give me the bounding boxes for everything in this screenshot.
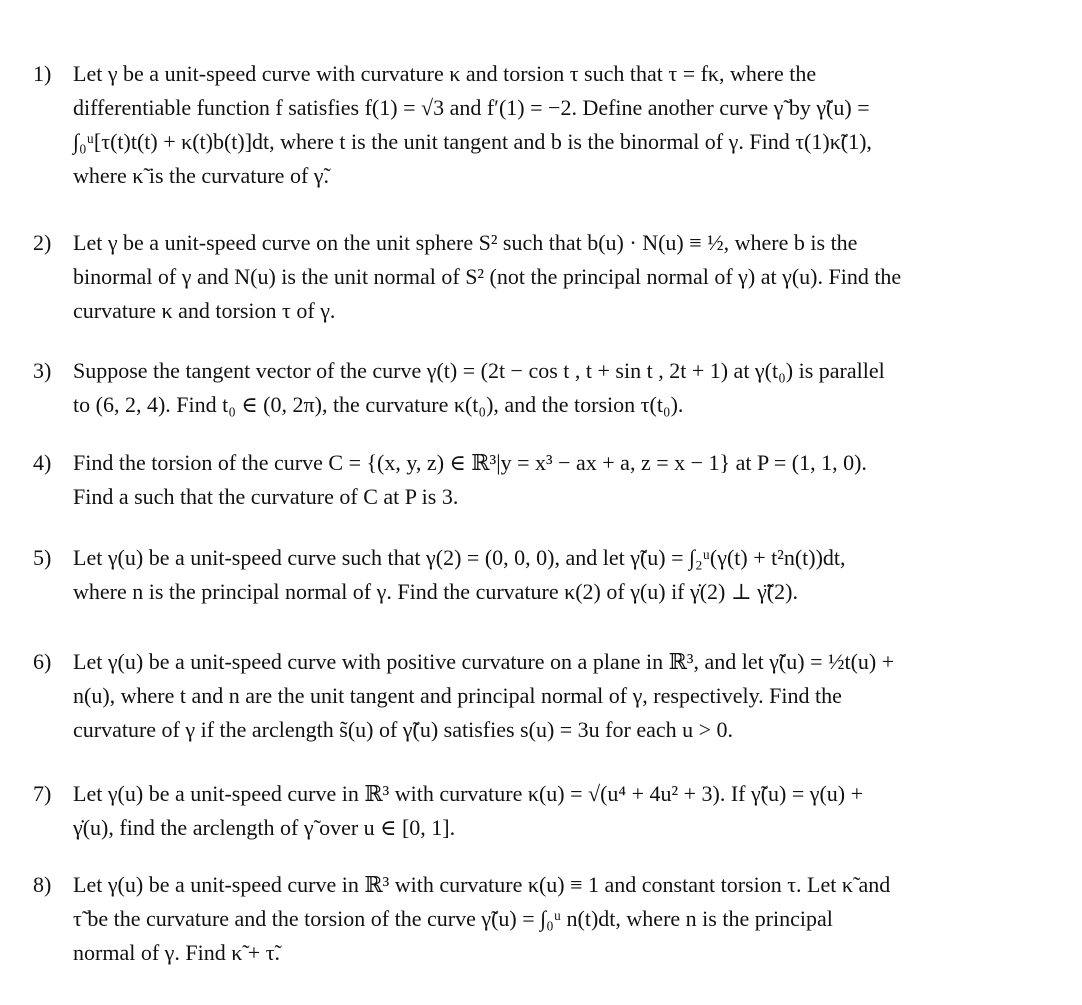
problem-line: where κ̃ is the curvature of γ̃. bbox=[73, 163, 329, 188]
problem-number: 4) bbox=[33, 450, 52, 475]
problem-text bbox=[73, 777, 1063, 845]
problem-text bbox=[73, 645, 1063, 747]
problem-1 bbox=[33, 57, 1063, 193]
problem-line: Let γ(u) be a unit-speed curve in ℝ³ with curvature κ(u) = √(u⁴ + 4u² + 3). If γ̃(u) = γ(u) + bbox=[73, 781, 864, 806]
problem-line: normal of γ. Find κ̃ + τ̃. bbox=[73, 940, 281, 965]
problem-line: ∫₀ᵘ[τ(t)t(t) + κ(t)b(t)]dt, where t is the unit tangent and b is the binormal of γ. Find τ(1)κ̃(1), bbox=[73, 129, 872, 154]
problem-line: to (6, 2, 4). Find t₀ ∈ (0, 2π), the curvature κ(t₀), and the torsion τ(t₀). bbox=[73, 392, 684, 417]
problem-line: differentiable function f satisfies f(1) = √3 and f′(1) = −2. Define another curve γ̃ by γ̃(u) = bbox=[73, 95, 870, 120]
problem-line: n(u), where t and n are the unit tangent and principal normal of γ, respectively. Find the bbox=[73, 683, 842, 708]
problem-8 bbox=[33, 868, 1063, 970]
problem-number: 6) bbox=[33, 649, 52, 674]
problem-line: Let γ(u) be a unit-speed curve in ℝ³ with curvature κ(u) ≡ 1 and constant torsion τ. Let κ̃ and bbox=[73, 872, 891, 897]
problem-text bbox=[73, 57, 1063, 193]
problem-6 bbox=[33, 645, 1063, 747]
problem-line: Suppose the tangent vector of the curve γ(t) = (2t − cos t , t + sin t , 2t + 1) at γ(t₀) is parallel bbox=[73, 358, 885, 383]
problem-5 bbox=[33, 541, 1063, 609]
problem-number: 8) bbox=[33, 872, 52, 897]
problem-number: 1) bbox=[33, 61, 52, 86]
problem-number: 2) bbox=[33, 230, 52, 255]
problem-line: binormal of γ and N(u) is the unit normal of S² (not the principal normal of γ) at γ(u). Find the bbox=[73, 264, 902, 289]
problem-7 bbox=[33, 777, 1063, 845]
problem-3 bbox=[33, 354, 1063, 422]
problem-4 bbox=[33, 446, 1063, 514]
problem-number: 5) bbox=[33, 545, 52, 570]
problem-line: Let γ be a unit-speed curve with curvature κ and torsion τ such that τ = fκ, where the bbox=[73, 61, 817, 86]
problem-line: curvature of γ if the arclength s̃(u) of γ̃(u) satisfies s(u) = 3u for each u > 0. bbox=[73, 717, 734, 742]
problem-number: 7) bbox=[33, 781, 52, 806]
problem-line: Find the torsion of the curve C = {(x, y, z) ∈ ℝ³|y = x³ − ax + a, z = x − 1} at P = (1, 1, 0). bbox=[73, 450, 867, 475]
problem-text bbox=[73, 446, 1063, 514]
problem-line: γ̇(u), find the arclength of γ̃ over u ∈ [0, 1]. bbox=[73, 815, 456, 840]
problem-line: curvature κ and torsion τ of γ. bbox=[73, 298, 336, 323]
problem-number: 3) bbox=[33, 358, 52, 383]
problem-line: Let γ(u) be a unit-speed curve such that γ(2) = (0, 0, 0), and let γ̃(u) = ∫₂ᵘ(γ(t) + t²n(t))dt, bbox=[73, 545, 846, 570]
problem-2 bbox=[33, 226, 1063, 328]
problem-text bbox=[73, 541, 1063, 609]
problem-text bbox=[73, 868, 1063, 970]
problem-line: Find a such that the curvature of C at P is 3. bbox=[73, 484, 459, 509]
problem-line: Let γ be a unit-speed curve on the unit sphere S² such that b(u) · N(u) ≡ ½, where b is the bbox=[73, 230, 858, 255]
problem-line: τ̃ be the curvature and the torsion of the curve γ̃(u) = ∫₀ᵘ n(t)dt, where n is the principal bbox=[73, 906, 833, 931]
problem-line: where n is the principal normal of γ. Find the curvature κ(2) of γ(u) if γ̇(2) ⊥ γ̃̈(2). bbox=[73, 579, 798, 604]
problem-line: Let γ(u) be a unit-speed curve with positive curvature on a plane in ℝ³, and let γ̃(u) = ½t(u) + bbox=[73, 649, 895, 674]
problem-text bbox=[73, 354, 1063, 422]
problem-text bbox=[73, 226, 1063, 328]
